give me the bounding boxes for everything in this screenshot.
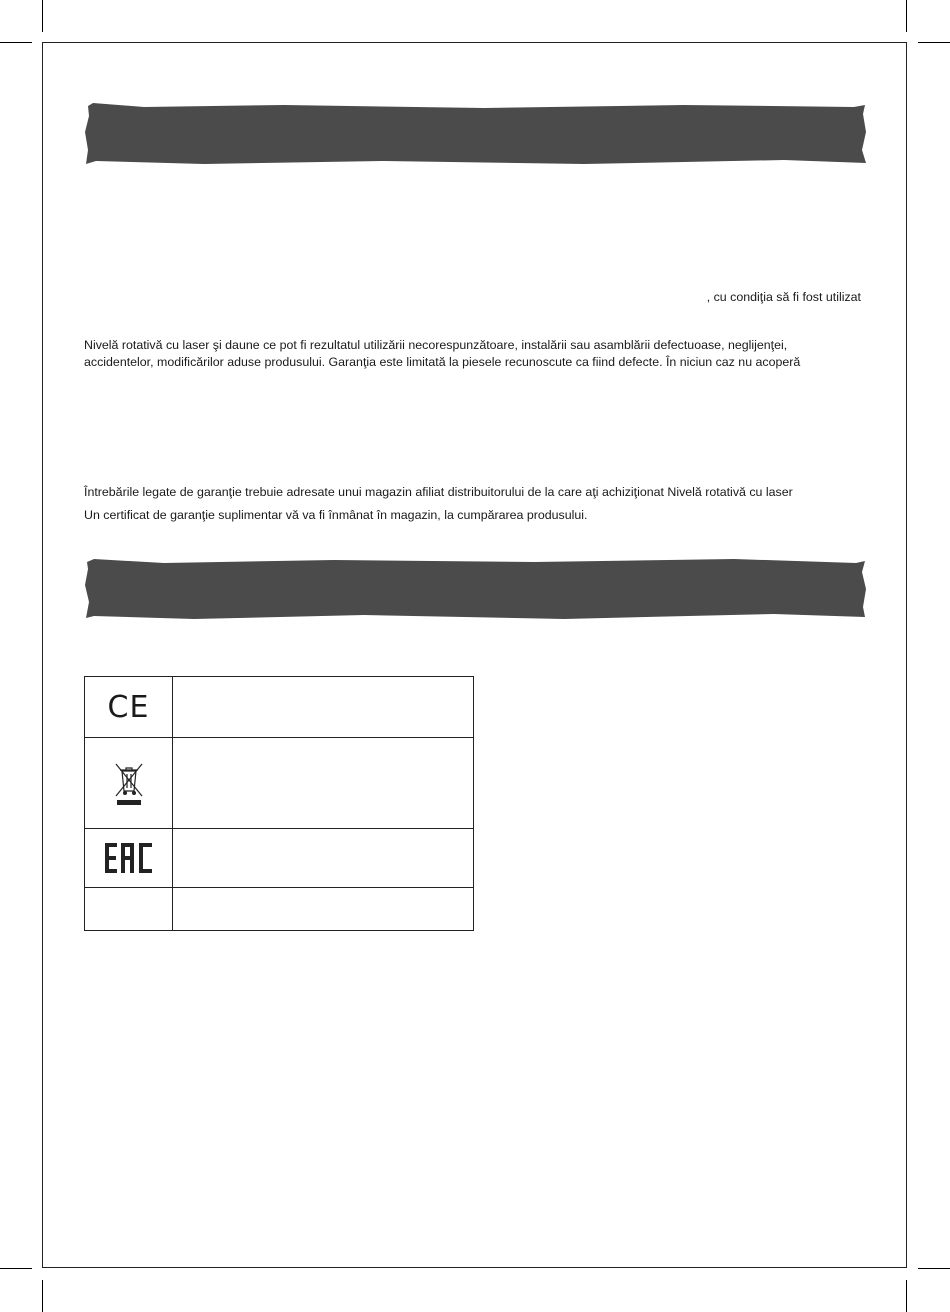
warranty-certificate-text: Un certificat de garanţie suplimentar vă va fi înmânat în magazin, la cumpărarea produsului.	[84, 508, 588, 522]
symbol-cell	[85, 738, 173, 828]
symbol-cell	[85, 829, 173, 887]
symbol-row	[85, 737, 473, 828]
symbol-description	[174, 829, 473, 887]
warranty-conditions-text: , cu condiţia să fi fost utilizat	[706, 290, 861, 304]
crop-mark	[906, 1280, 907, 1312]
warranty-exclusion-text: accidentelor, modificărilor aduse produsului. Garanţia este limitată la piesele recunoscute ca fiind defecte. În niciun caz nu acoperă	[84, 355, 801, 369]
symbol-description	[174, 888, 473, 930]
symbol-row	[85, 887, 473, 930]
ce-mark-icon: CE	[107, 689, 150, 725]
warranty-exclusion-text: Nivelă rotativă cu laser şi daune ce pot fi rezultatul utilizării necorespunzătoare, instalării sau asamblării defectuoase, neglijenţei,	[84, 338, 788, 352]
crop-mark	[906, 0, 907, 32]
weee-crossed-bin-icon	[113, 759, 145, 807]
page-frame	[42, 42, 907, 1268]
symbol-description	[174, 677, 473, 737]
crop-mark	[42, 1280, 43, 1312]
warranty-questions-text: Întrebările legate de garanţie trebuie adresate unui magazin afiliat distribuitorului de la care aţi achiziţionat Nivelă rotativă cu laser	[84, 485, 793, 499]
crop-mark	[918, 42, 950, 43]
crop-mark	[0, 42, 32, 43]
eac-mark-icon	[104, 842, 154, 874]
crop-mark	[918, 1268, 950, 1269]
symbols-section-banner	[84, 557, 868, 621]
symbol-cell	[85, 677, 173, 737]
symbols-table	[84, 676, 474, 931]
symbol-cell	[85, 888, 173, 930]
crop-mark	[42, 0, 43, 32]
symbol-row	[85, 828, 473, 887]
symbol-description	[174, 738, 473, 828]
symbol-row	[85, 677, 473, 737]
warranty-section-banner	[84, 102, 868, 166]
crop-mark	[0, 1268, 32, 1269]
